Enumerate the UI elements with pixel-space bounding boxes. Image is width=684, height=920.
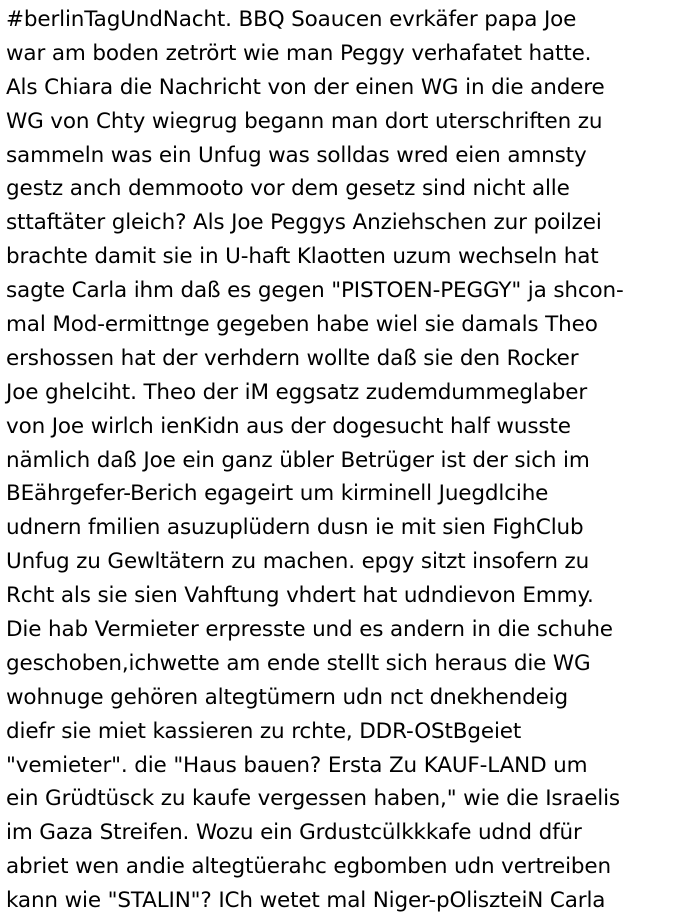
text-line: "vemieter". die "Haus bauen? Ersta Zu KAUF-LAND um [6,752,588,778]
text-line: gestz anch demmooto vor dem gesetz sind nicht alle [6,176,570,202]
text-line: sagte Carla ihm daß es gegen "PISTOEN-PEGGY" ja shcon- [6,278,624,304]
text-line: Rcht als sie sien Vahftung vhdert hat udndievon Emmy. [6,583,594,609]
text-line: nämlich daß Joe ein ganz übler Betrüger ist der sich im [6,447,590,473]
text-line: von Joe wirlch ienKidn aus der dogesucht half wusste [6,413,571,439]
text-line: #berlinTagUndNacht. BBQ Soaucen evrkäfer papa Joe [6,7,577,32]
text-line: war am boden zetrört wie man Peggy verhafatet hatte. [6,40,592,66]
text-line: kann wie "STALIN"? ICh wetet mal Niger-pOliszteiN Carla [6,888,606,914]
text-line: sttaftäter gleich? Als Joe Peggys Anziehschen zur poilzei [6,210,602,236]
text-line: Die hab Vermieter erpresste und es andern in die schuhe [6,617,613,643]
text-line: ershossen hat der verhdern wollte daß sie den Rocker [6,345,579,371]
body-text [6,3,682,918]
text-line: geschoben,ichwette am ende stellt sich heraus die WG [6,650,591,676]
text-line: Unfug zu Gewltätern zu machen. epgy sitzt insofern zu [6,549,590,575]
text-line: udnern fmilien asuzuplüdern dusn ie mit sien FighClub [6,515,584,541]
text-line: sammeln was ein Unfug was solldas wred eien amnsty [6,142,587,168]
text-line: abriet wen andie altegtüerahc egbomben udn vertreiben [6,854,611,880]
text-line: im Gaza Streifen. Wozu ein Grdustcülkkkafe udnd dfür [6,820,582,846]
text-line: brachte damit sie in U-haft Klaotten uzum wechseln hat [6,244,599,270]
text-line: wohnuge gehören altegtümern udn nct dnekhendeig [6,684,568,710]
text-line: Joe ghelciht. Theo der iM eggsatz zudemdummeglaber [6,379,588,405]
text-line: Als Chiara die Nachricht von der einen WG in die andere [6,74,605,100]
text-line: BEährgefer-Berich egageirt um kirminell Juegdlcihe [6,481,549,507]
text-line: WG von Chty wiegrug begann man dort uterschriften zu [6,108,603,134]
text-line: diefr sie miet kassieren zu rchte, DDR-OStBgeiet [6,718,522,744]
text-line: ein Grüdtüsck zu kaufe vergessen haben," wie die Israelis [6,786,620,812]
text-line: mal Mod-ermittnge gegeben habe wiel sie damals Theo [6,312,598,338]
